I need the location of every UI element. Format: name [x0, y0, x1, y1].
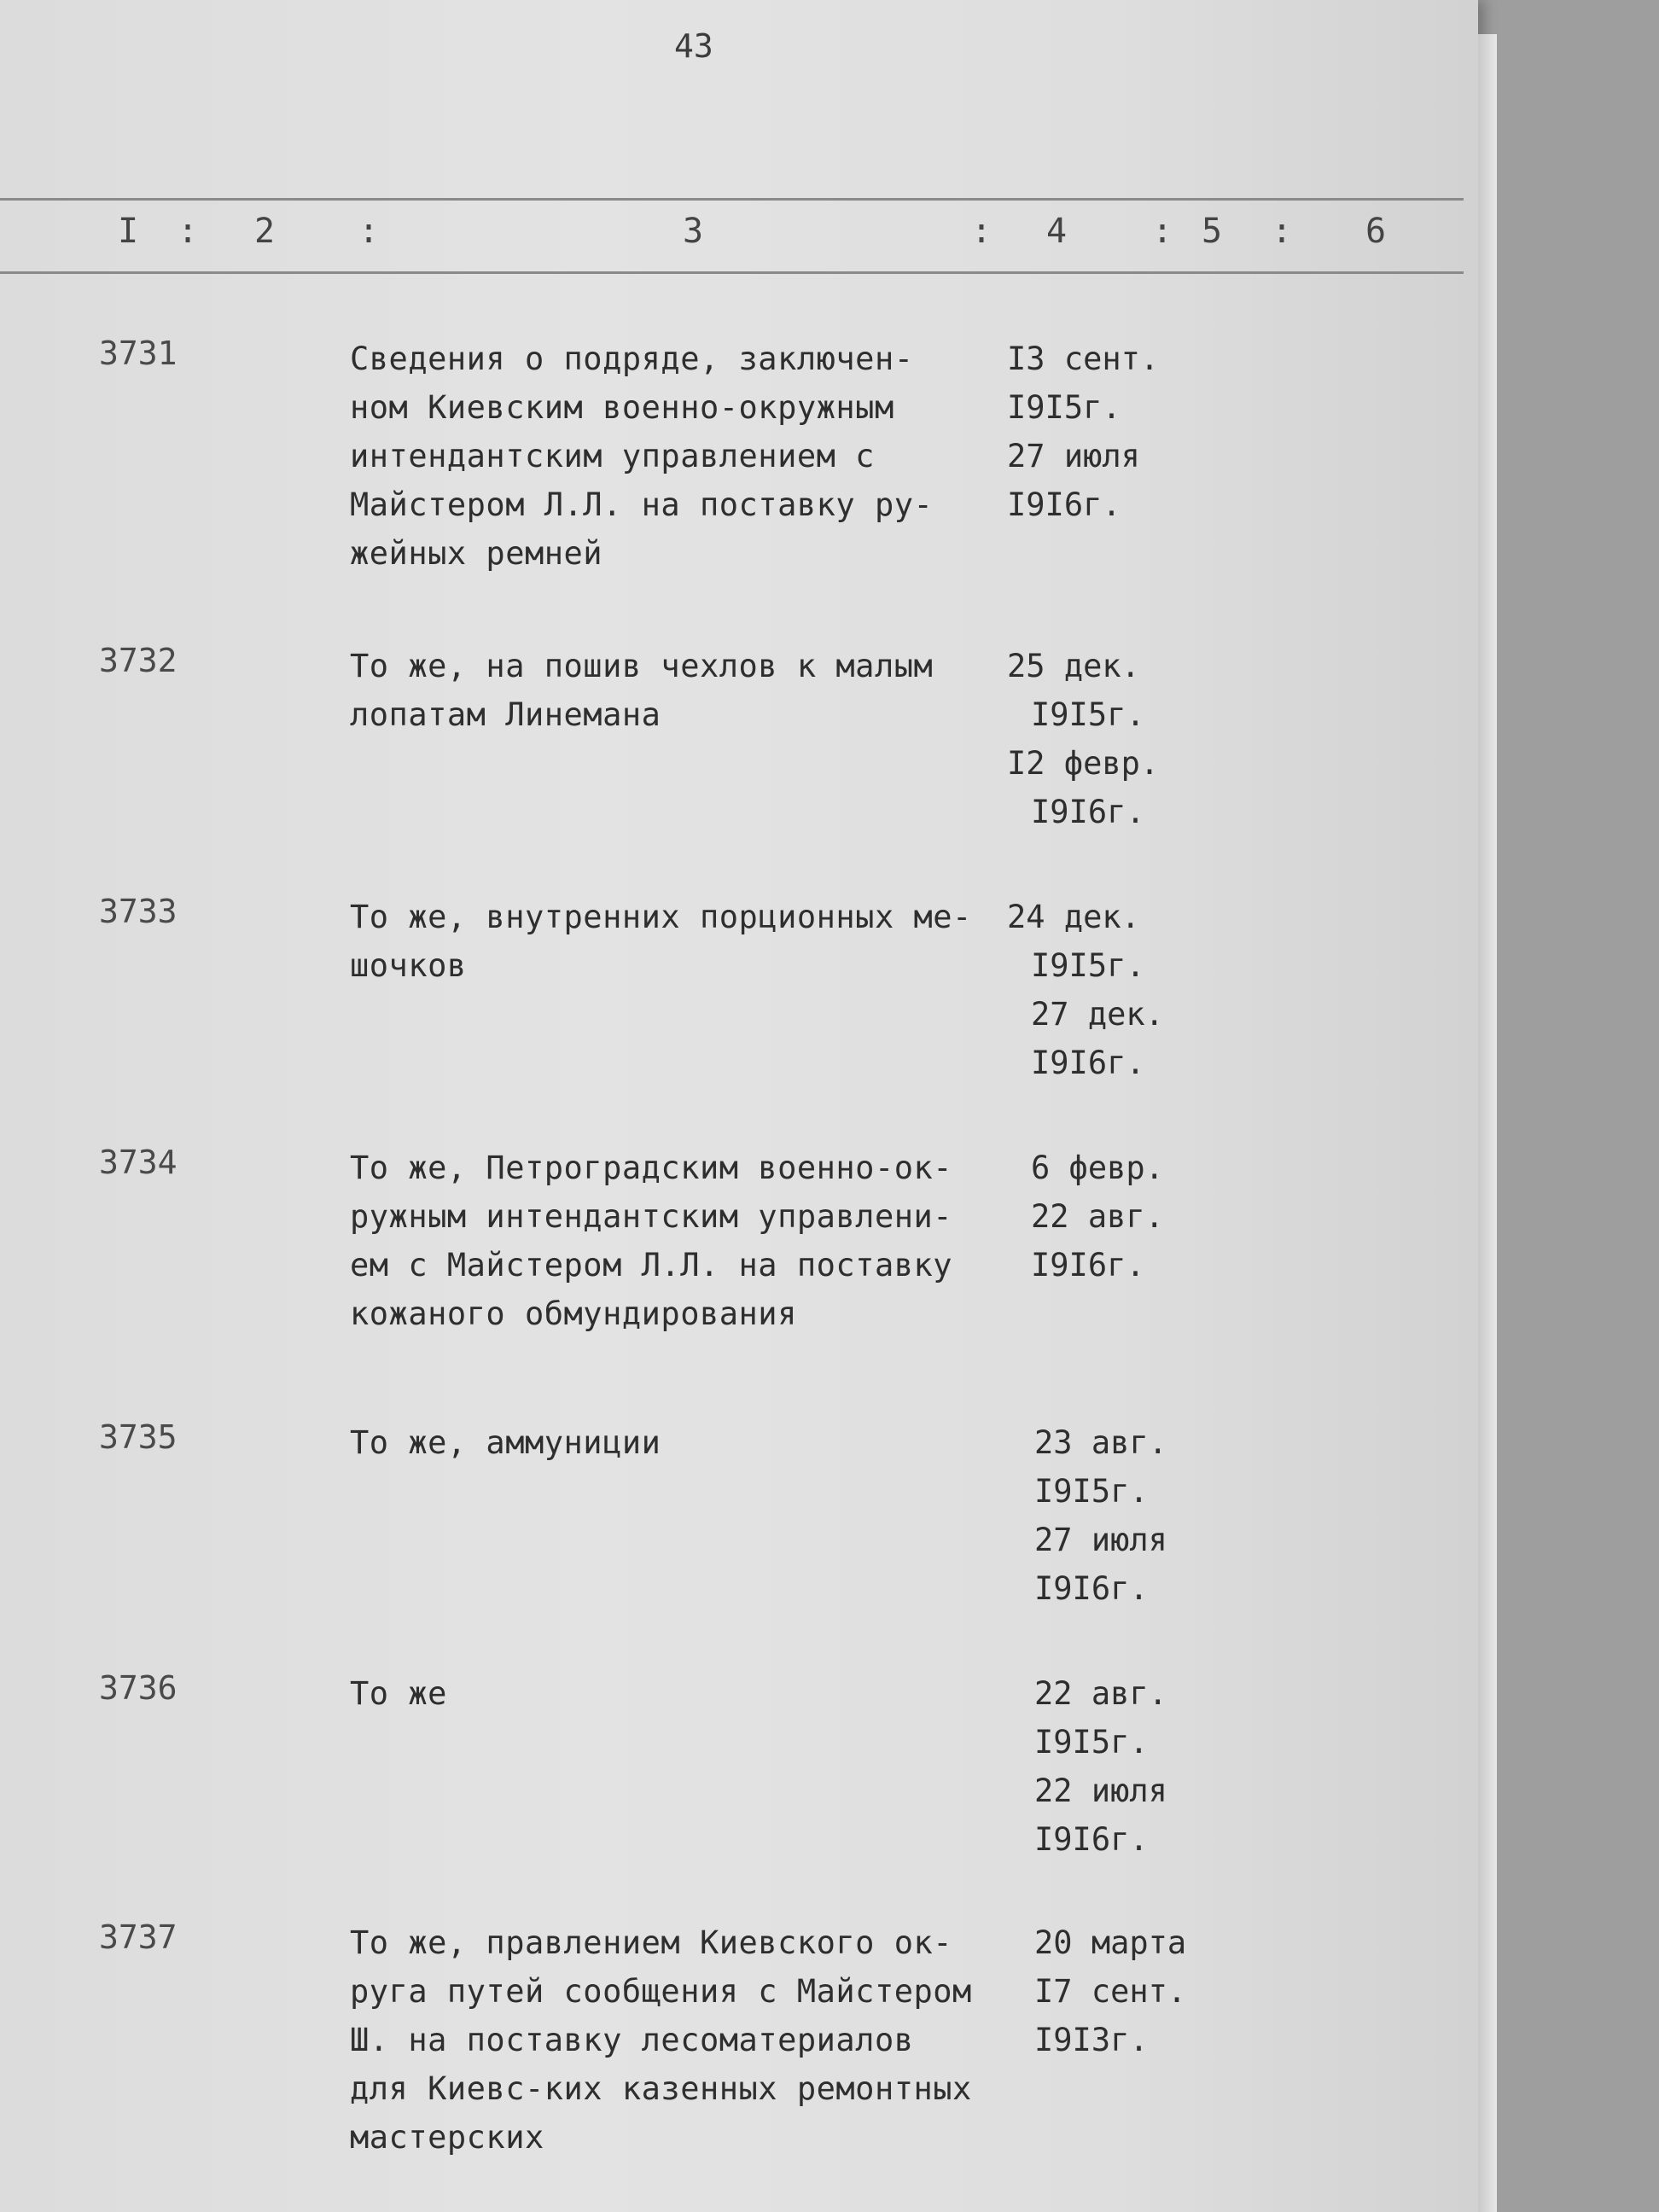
- column-separator: :: [178, 212, 199, 251]
- column-header-6: 6: [1365, 212, 1387, 251]
- date-line: I9I5г.: [1031, 947, 1145, 984]
- date-line: 22 авг.: [1031, 1198, 1164, 1235]
- date-line: 20 марта: [1034, 1924, 1187, 1961]
- description-line: То же, правлением Киевского ок-: [350, 1924, 953, 1961]
- date-line: I9I6г.: [1031, 794, 1145, 830]
- entry-dates: [1034, 1418, 1167, 1613]
- entry-description: [350, 893, 972, 990]
- entry-description: [350, 1669, 447, 1718]
- date-line: I3 сент.: [1007, 341, 1160, 377]
- entry-description: [350, 335, 933, 578]
- entry-number: 3736: [99, 1669, 178, 1707]
- date-line: I7 сент.: [1034, 1973, 1187, 2010]
- column-separator: :: [971, 212, 992, 251]
- column-header-2: 2: [254, 212, 276, 251]
- description-line: То же: [350, 1675, 447, 1712]
- description-line: мастерских: [350, 2119, 544, 2156]
- entry-number: 3731: [99, 335, 178, 372]
- date-line: I9I6г.: [1031, 1045, 1145, 1081]
- date-line: 6 февр.: [1031, 1150, 1164, 1186]
- page-edge: [1478, 34, 1497, 2212]
- description-line: кожаного обмундирования: [350, 1295, 797, 1332]
- description-line: Ш. на поставку лесоматериалов: [350, 2022, 914, 2058]
- entry-dates: [1007, 893, 1164, 1087]
- column-separator: :: [1272, 212, 1293, 251]
- entry-dates: [1007, 1144, 1164, 1289]
- entry-description: [350, 1144, 952, 1338]
- date-line: 22 июля: [1034, 1773, 1167, 1809]
- description-line: жейных ремней: [350, 535, 603, 572]
- description-line: Майстером Л.Л. на поставку ру-: [350, 486, 934, 523]
- description-line: лопатам Линемана: [350, 696, 661, 733]
- header-rule-top: [0, 198, 1464, 201]
- date-line: 27 дек.: [1031, 996, 1164, 1033]
- entry-number: 3732: [99, 642, 178, 679]
- entry-description: [350, 1918, 972, 2162]
- date-line: I9I6г.: [1034, 1570, 1149, 1607]
- entry-dates: [1034, 1669, 1167, 1864]
- entry-dates: [1007, 642, 1159, 836]
- column-header-1: I: [118, 212, 139, 251]
- date-line: 23 авг.: [1034, 1424, 1167, 1461]
- description-line: шочков: [350, 947, 467, 984]
- column-header-4: 4: [1046, 212, 1068, 251]
- date-line: I9I6г.: [1007, 486, 1121, 523]
- description-line: Сведения о подряде, заключен-: [350, 341, 914, 377]
- description-line: руга путей сообщения с Майстером: [350, 1973, 972, 2010]
- date-line: I9I6г.: [1031, 1247, 1145, 1284]
- description-line: ем с Майстером Л.Л. на поставку: [350, 1247, 953, 1284]
- date-line: 27 июля: [1007, 438, 1140, 474]
- column-separator: :: [1152, 212, 1173, 251]
- header-rule-bottom: [0, 271, 1464, 274]
- page-number: 43: [674, 27, 713, 65]
- description-line: для Киевс-ких казенных ремонтных: [350, 2070, 972, 2107]
- date-line: I9I6г.: [1034, 1821, 1149, 1858]
- description-line: То же, на пошив чехлов к малым: [350, 648, 934, 684]
- date-line: I2 февр.: [1007, 745, 1160, 782]
- date-line: 25 дек.: [1007, 648, 1140, 684]
- date-line: I9I3г.: [1034, 2022, 1149, 2058]
- column-separator: :: [358, 212, 380, 251]
- entry-description: [350, 1418, 661, 1467]
- entry-number: 3735: [99, 1418, 178, 1456]
- date-line: 24 дек.: [1007, 899, 1140, 935]
- description-line: То же, внутренних порционных ме-: [350, 899, 972, 935]
- entry-number: 3734: [99, 1144, 178, 1181]
- description-line: То же, Петроградским военно-ок-: [350, 1150, 953, 1186]
- column-header-5: 5: [1202, 212, 1223, 251]
- description-line: То же, аммуниции: [350, 1424, 661, 1461]
- date-line: 22 авг.: [1034, 1675, 1167, 1712]
- entry-number: 3733: [99, 893, 178, 930]
- date-line: 27 июля: [1034, 1522, 1167, 1558]
- entry-description: [350, 642, 933, 739]
- entry-dates: [1034, 1918, 1186, 2064]
- description-line: ружным интендантским управлени-: [350, 1198, 953, 1235]
- date-line: I9I5г.: [1034, 1724, 1149, 1761]
- date-line: I9I5г.: [1007, 389, 1121, 426]
- date-line: I9I5г.: [1034, 1473, 1149, 1510]
- description-line: ном Киевским военно-окружным: [350, 389, 894, 426]
- entry-dates: [1007, 335, 1159, 529]
- date-line: I9I5г.: [1031, 696, 1145, 733]
- entry-number: 3737: [99, 1918, 178, 1956]
- description-line: интендантским управлением с: [350, 438, 875, 474]
- column-header-3: 3: [683, 212, 704, 251]
